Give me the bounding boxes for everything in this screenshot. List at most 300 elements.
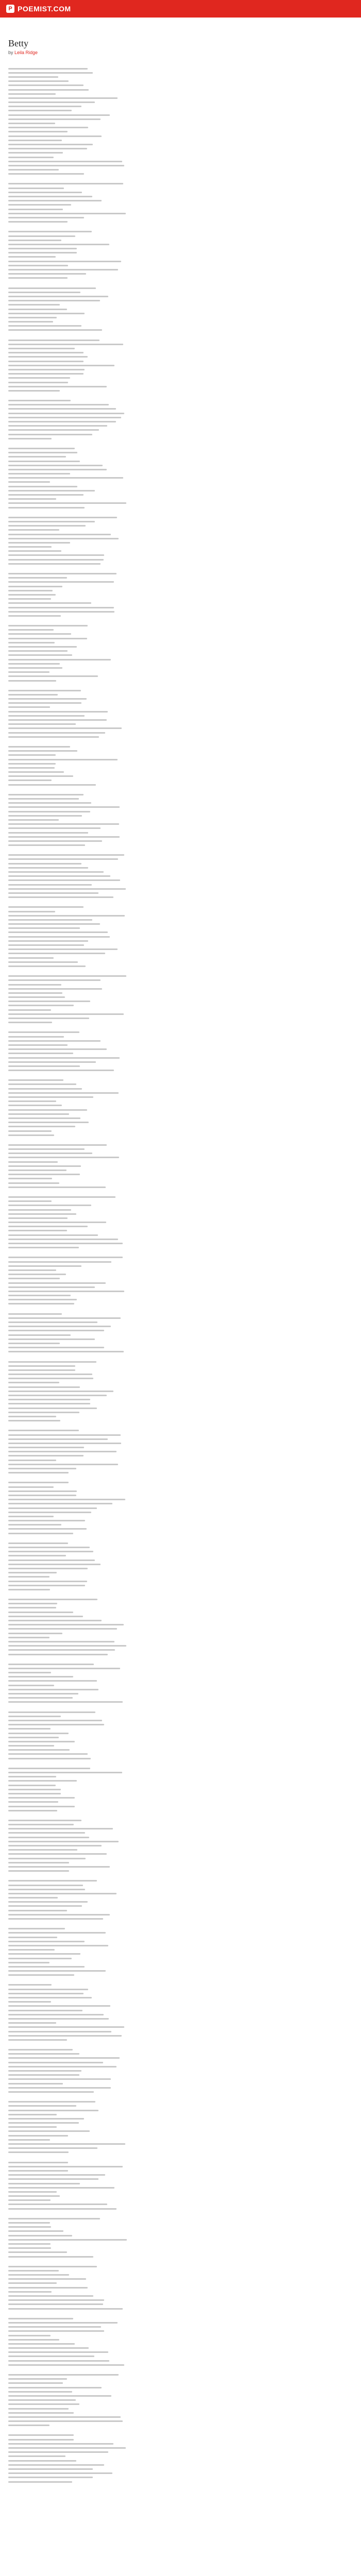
poem-line-placeholder xyxy=(8,2406,208,2411)
poem-line-placeholder xyxy=(8,1264,208,1268)
poem-line-placeholder xyxy=(8,2242,208,2246)
poem-line-placeholder xyxy=(8,1393,208,1397)
poem-line-placeholder xyxy=(8,2225,208,2229)
poem-line-placeholder xyxy=(8,1860,208,1865)
poem-line-placeholder xyxy=(8,363,208,367)
poem-stanza xyxy=(8,286,208,332)
poem-line-placeholder xyxy=(8,1631,208,1635)
poem-line-placeholder xyxy=(8,1164,208,1168)
poem-line-placeholder xyxy=(8,905,208,909)
poem-line-placeholder xyxy=(8,259,208,263)
poem-line-placeholder xyxy=(8,636,208,640)
poem-line-placeholder xyxy=(8,1900,208,1904)
poem-line-placeholder xyxy=(8,1216,208,1220)
poem-line-placeholder xyxy=(8,835,208,839)
poem-line-placeholder xyxy=(8,1831,208,1835)
poem-stanza xyxy=(8,1818,208,1873)
poem-line-placeholder xyxy=(8,2281,208,2285)
poem-line-placeholder xyxy=(8,1558,208,1562)
poem-line-placeholder xyxy=(8,783,208,787)
poem-line-placeholder xyxy=(8,2069,208,2073)
poem-line-placeholder xyxy=(8,822,208,826)
poem-line-placeholder xyxy=(8,731,208,735)
poem-line-placeholder xyxy=(8,2372,208,2377)
poem-line-placeholder xyxy=(8,887,208,891)
poem-line-placeholder xyxy=(8,1060,208,1064)
poem-line-placeholder xyxy=(8,1748,208,1752)
poem-line-placeholder xyxy=(8,320,208,324)
poem-line-placeholder xyxy=(8,1087,208,1091)
poem-line-placeholder xyxy=(8,2381,208,2385)
poem-line-placeholder xyxy=(8,1256,208,1260)
poem-line-placeholder xyxy=(8,831,208,835)
poem-line-placeholder xyxy=(8,2048,208,2052)
poem-line-placeholder xyxy=(8,1112,208,1116)
poem-line-placeholder xyxy=(8,1696,208,1700)
poem-line-placeholder xyxy=(8,2415,208,2419)
poem-line-placeholder xyxy=(8,2207,208,2211)
poem-line-placeholder xyxy=(8,1527,208,1531)
poem-line-placeholder xyxy=(8,761,208,766)
poem-line-placeholder xyxy=(8,493,208,497)
poem-line-placeholder xyxy=(8,1679,208,1683)
poem-line-placeholder xyxy=(8,2246,208,2250)
poem-line-placeholder xyxy=(8,182,208,186)
author-link[interactable]: Leila Ridge xyxy=(14,50,38,55)
poem-line-placeholder xyxy=(8,1030,208,1035)
poem-line-placeholder xyxy=(8,2008,208,2012)
poem-line-placeholder xyxy=(8,1450,208,1454)
poem-line-placeholder xyxy=(8,1021,208,1025)
poem-line-placeholder xyxy=(8,939,208,943)
poem-line-placeholder xyxy=(8,584,208,588)
poem-line-placeholder xyxy=(8,744,208,749)
poem-line-placeholder xyxy=(8,1808,208,1812)
poem-line-placeholder xyxy=(8,2350,208,2354)
poem-line-placeholder xyxy=(8,79,208,83)
poem-line-placeholder xyxy=(8,1602,208,1606)
poem-stanza xyxy=(8,1195,208,1249)
poem-line-placeholder xyxy=(8,1683,208,1687)
poem-line-placeholder xyxy=(8,597,208,601)
poem-stanza xyxy=(8,2372,208,2427)
poem-stanza xyxy=(8,1030,208,1073)
poem-line-placeholder xyxy=(8,2056,208,2060)
poem-line-placeholder xyxy=(8,399,208,403)
poem-line-placeholder xyxy=(8,1052,208,1056)
poem-line-placeholder xyxy=(8,315,208,319)
poem-line-placeholder xyxy=(8,2081,208,2086)
poem-line-placeholder xyxy=(8,2307,208,2311)
poem-line-placeholder xyxy=(8,1687,208,1691)
poem-line-placeholder xyxy=(8,2467,208,2471)
poem-line-placeholder xyxy=(8,1843,208,1848)
poem-line-placeholder xyxy=(8,480,208,484)
poem-line-placeholder xyxy=(8,679,208,683)
poem-line-placeholder xyxy=(8,2264,208,2268)
poem-line-placeholder xyxy=(8,455,208,459)
poem-line-placeholder xyxy=(8,952,208,956)
poem-line-placeholder xyxy=(8,1987,208,1991)
poem-stanza xyxy=(8,182,208,224)
poem-line-placeholder xyxy=(8,1835,208,1839)
poem-line-placeholder xyxy=(8,1185,208,1189)
poem-line-placeholder xyxy=(8,1931,208,1935)
poem-line-placeholder xyxy=(8,909,208,913)
poem-line-placeholder xyxy=(8,203,208,207)
poem-line-placeholder xyxy=(8,1147,208,1151)
poem-line-placeholder xyxy=(8,2480,208,2484)
poem-line-placeholder xyxy=(8,524,208,528)
poem-line-placeholder xyxy=(8,1991,208,1995)
poem-line-placeholder xyxy=(8,1960,208,1964)
poem-line-placeholder xyxy=(8,1143,208,1147)
poem-line-placeholder xyxy=(8,801,208,805)
poem-line-placeholder xyxy=(8,818,208,822)
poem-line-placeholder xyxy=(8,1523,208,1527)
poem-line-placeholder xyxy=(8,1372,208,1377)
poem-line-placeholder xyxy=(8,1571,208,1575)
poem-line-placeholder xyxy=(8,913,208,918)
poem-line-placeholder xyxy=(8,2450,208,2454)
poem-line-placeholder xyxy=(8,242,208,246)
poem-line-placeholder xyxy=(8,1173,208,1177)
poem-line-placeholder xyxy=(8,592,208,597)
poem-line-placeholder xyxy=(8,718,208,722)
poem-line-placeholder xyxy=(8,403,208,407)
poem-line-placeholder xyxy=(8,576,208,580)
poem-line-placeholder xyxy=(8,380,208,384)
poem-line-placeholder xyxy=(8,922,208,926)
poem-line-placeholder xyxy=(8,1827,208,1831)
poem-line-placeholder xyxy=(8,1121,208,1125)
poem-line-placeholder xyxy=(8,1865,208,1869)
poem-line-placeholder xyxy=(8,1618,208,1622)
poem-line-placeholder xyxy=(8,2437,208,2442)
poem-line-placeholder xyxy=(8,1818,208,1822)
poem-line-placeholder xyxy=(8,726,208,731)
poem-line-placeholder xyxy=(8,2377,208,2381)
poem-line-placeholder xyxy=(8,1043,208,1047)
poem-line-placeholder xyxy=(8,2277,208,2281)
poem-line-placeholder xyxy=(8,978,208,982)
poem-line-placeholder xyxy=(8,866,208,870)
poem-line-placeholder xyxy=(8,1360,208,1364)
poem-line-placeholder xyxy=(8,861,208,866)
poem-line-placeholder xyxy=(8,1410,208,1414)
poem-line-placeholder xyxy=(8,324,208,328)
poem-line-placeholder xyxy=(8,1151,208,1156)
poem-line-placeholder xyxy=(8,1004,208,1008)
poem-line-placeholder xyxy=(8,1212,208,1216)
poem-line-placeholder xyxy=(8,207,208,211)
poem-line-placeholder xyxy=(8,1402,208,1406)
poem-line-placeholder xyxy=(8,1199,208,1204)
poem-line-placeholder xyxy=(8,1221,208,1225)
poem-line-placeholder xyxy=(8,255,208,259)
poem-line-placeholder xyxy=(8,1541,208,1545)
poem-line-placeholder xyxy=(8,411,208,415)
poem-line-placeholder xyxy=(8,1519,208,1523)
poem-line-placeholder xyxy=(8,159,208,163)
poem-line-placeholder xyxy=(8,1364,208,1368)
poem-line-placeholder xyxy=(8,2354,208,2359)
poem-line-placeholder xyxy=(8,1823,208,1827)
poem-line-placeholder xyxy=(8,1485,208,1489)
poem-line-placeholder xyxy=(8,121,208,125)
poem-line-placeholder xyxy=(8,1575,208,1579)
poem-line-placeholder xyxy=(8,670,208,674)
poem-line-placeholder xyxy=(8,2268,208,2273)
poem-line-placeholder xyxy=(8,1039,208,1043)
poem-stanza xyxy=(8,230,208,280)
poem-line-placeholder xyxy=(8,956,208,960)
poem-line-placeholder xyxy=(8,2298,208,2302)
poem-line-placeholder xyxy=(8,1429,208,1433)
poem-stanza xyxy=(8,974,208,1025)
poem-line-placeholder xyxy=(8,263,208,267)
poem-line-placeholder xyxy=(8,2060,208,2064)
poem-line-placeholder xyxy=(8,2316,208,2320)
poem-line-placeholder xyxy=(8,857,208,861)
poem-line-placeholder xyxy=(8,1514,208,1518)
poem-line-placeholder xyxy=(8,1883,208,1887)
poem-line-placeholder xyxy=(8,346,208,350)
poem-line-placeholder xyxy=(8,238,208,242)
poem-line-placeholder xyxy=(8,964,208,968)
poem-line-placeholder xyxy=(8,1787,208,1791)
poem-line-placeholder xyxy=(8,488,208,493)
poem-line-placeholder xyxy=(8,1839,208,1843)
poem-line-placeholder xyxy=(8,792,208,796)
poem-line-placeholder xyxy=(8,1635,208,1639)
poem-line-placeholder xyxy=(8,1731,208,1735)
poem-line-placeholder xyxy=(8,753,208,757)
poem-line-placeholder xyxy=(8,1481,208,1485)
poem-stanza xyxy=(8,1256,208,1306)
poem-line-placeholder xyxy=(8,2273,208,2277)
poem-line-placeholder xyxy=(8,1614,208,1618)
poem-stanza xyxy=(8,1710,208,1760)
poem-line-placeholder xyxy=(8,947,208,952)
poem-line-placeholder xyxy=(8,1091,208,1095)
poem-line-placeholder xyxy=(8,1441,208,1445)
poem-line-placeholder xyxy=(8,1587,208,1591)
poem-line-placeholder xyxy=(8,2342,208,2346)
poem-stanza xyxy=(8,624,208,683)
poem-line-placeholder xyxy=(8,628,208,632)
poem-line-placeholder xyxy=(8,1414,208,1418)
poem-line-placeholder xyxy=(8,376,208,380)
poem-line-placeholder xyxy=(8,1662,208,1666)
poem-line-placeholder xyxy=(8,2202,208,2207)
poem-line-placeholder xyxy=(8,2424,208,2428)
poem-line-placeholder xyxy=(8,100,208,105)
poem-line-placeholder xyxy=(8,1848,208,1852)
poem-line-placeholder xyxy=(8,415,208,419)
poem-line-placeholder xyxy=(8,1493,208,1497)
poem-line-placeholder xyxy=(8,1714,208,1718)
poem-line-placeholder xyxy=(8,96,208,100)
poem-line-placeholder xyxy=(8,338,208,342)
poem-line-placeholder xyxy=(8,2325,208,2329)
poem-line-placeholder xyxy=(8,1935,208,1939)
poem-line-placeholder xyxy=(8,1008,208,1012)
poem-line-placeholder xyxy=(8,1779,208,1783)
poem-line-placeholder xyxy=(8,2221,208,2225)
poem-line-placeholder xyxy=(8,2064,208,2069)
poem-line-placeholder xyxy=(8,766,208,770)
poem-line-placeholder xyxy=(8,109,208,113)
poem-line-placeholder xyxy=(8,2112,208,2116)
poem-stanza xyxy=(8,2160,208,2211)
poem-stanza xyxy=(8,1766,208,1812)
poem-line-placeholder xyxy=(8,2185,208,2190)
poem-line-placeholder xyxy=(8,878,208,883)
poem-line-placeholder xyxy=(8,1125,208,1129)
poem-line-placeholder xyxy=(8,267,208,272)
poem-line-placeholder xyxy=(8,2125,208,2129)
poem-line-placeholder xyxy=(8,2198,208,2202)
poem-line-placeholder xyxy=(8,1735,208,1739)
poem-line-placeholder xyxy=(8,1108,208,1112)
poem-line-placeholder xyxy=(8,2333,208,2337)
poem-stanza xyxy=(8,1312,208,1354)
byline-prefix: by xyxy=(8,50,13,55)
poem-line-placeholder xyxy=(8,1606,208,1610)
poem-line-placeholder xyxy=(8,1337,208,1341)
poem-line-placeholder xyxy=(8,247,208,251)
poem-line-placeholder xyxy=(8,307,208,311)
poem-line-placeholder xyxy=(8,1462,208,1466)
poem-line-placeholder xyxy=(8,2033,208,2038)
poem-line-placeholder xyxy=(8,1268,208,1272)
poem-line-placeholder xyxy=(8,1869,208,1873)
poem-line-placeholder xyxy=(8,1446,208,1450)
poem-line-placeholder xyxy=(8,1489,208,1493)
poem-stanza xyxy=(8,792,208,847)
poem-line-placeholder xyxy=(8,1294,208,1298)
poem-line-placeholder xyxy=(8,2302,208,2307)
poem-line-placeholder xyxy=(8,632,208,636)
site-name[interactable]: POEMIST.COM xyxy=(18,5,71,13)
poem-line-placeholder xyxy=(8,1644,208,1648)
poem-stanza xyxy=(8,1429,208,1475)
poem-line-placeholder xyxy=(8,2290,208,2294)
poem-stanza xyxy=(8,1078,208,1138)
poem-line-placeholder xyxy=(8,194,208,198)
poem-line-placeholder xyxy=(8,1047,208,1052)
poem-line-placeholder xyxy=(8,372,208,376)
poem-line-placeholder xyxy=(8,117,208,121)
poem-line-placeholder xyxy=(8,2285,208,2290)
poem-line-placeholder xyxy=(8,2255,208,2259)
poem-line-placeholder xyxy=(8,999,208,1004)
poem-line-placeholder xyxy=(8,1964,208,1969)
poem-line-placeholder xyxy=(8,2150,208,2155)
poem-line-placeholder xyxy=(8,199,208,203)
poem-line-placeholder xyxy=(8,536,208,540)
poem-line-placeholder xyxy=(8,2471,208,2476)
poem-stanza xyxy=(8,1598,208,1657)
poem-line-placeholder xyxy=(8,1225,208,1229)
poem-line-placeholder xyxy=(8,1133,208,1137)
poem-line-placeholder xyxy=(8,138,208,142)
poem-stanza xyxy=(8,1143,208,1189)
poem-line-placeholder xyxy=(8,843,208,848)
poem-line-placeholder xyxy=(8,2250,208,2255)
poem-line-placeholder xyxy=(8,1298,208,1302)
poem-line-placeholder xyxy=(8,2173,208,2177)
poem-line-placeholder xyxy=(8,1554,208,1558)
poem-line-placeholder xyxy=(8,2016,208,2021)
poem-line-placeholder xyxy=(8,778,208,783)
poem-line-placeholder xyxy=(8,1229,208,1233)
poem-line-placeholder xyxy=(8,553,208,557)
poem-line-placeholder xyxy=(8,1550,208,1554)
poem-stanza xyxy=(8,1879,208,1921)
poem-line-placeholder xyxy=(8,528,208,532)
poem-line-placeholder xyxy=(8,2216,208,2221)
poem-stanza xyxy=(8,853,208,900)
poem-line-placeholder xyxy=(8,2419,208,2424)
site-header xyxy=(0,0,361,18)
poem-line-placeholder xyxy=(8,75,208,79)
poem-line-placeholder xyxy=(8,1969,208,1973)
poem-line-placeholder xyxy=(8,130,208,134)
poem-line-placeholder xyxy=(8,451,208,455)
poem-line-placeholder xyxy=(8,1437,208,1441)
site-logo-icon[interactable]: P xyxy=(6,5,14,13)
poem-line-placeholder xyxy=(8,1912,208,1917)
poem-line-placeholder xyxy=(8,2320,208,2325)
poem-line-placeholder xyxy=(8,645,208,649)
poem-line-placeholder xyxy=(8,853,208,857)
poem-line-placeholder xyxy=(8,883,208,887)
poem-line-placeholder xyxy=(8,1281,208,1285)
poem-line-placeholder xyxy=(8,2229,208,2233)
poem-title: Betty xyxy=(8,38,28,48)
poem-line-placeholder xyxy=(8,1891,208,1895)
poem-line-placeholder xyxy=(8,407,208,411)
poem-line-placeholder xyxy=(8,891,208,895)
poem-stanza xyxy=(8,1481,208,1535)
poem-stanza xyxy=(8,1541,208,1591)
poem-line-placeholder xyxy=(8,1116,208,1120)
poem-stanza xyxy=(8,2048,208,2094)
poem-line-placeholder xyxy=(8,505,208,510)
poem-stanza xyxy=(8,338,208,393)
poem-line-placeholder xyxy=(8,497,208,501)
poem-line-placeholder xyxy=(8,1398,208,1402)
poem-line-placeholder xyxy=(8,1069,208,1073)
poem-line-placeholder xyxy=(8,384,208,388)
poem-line-placeholder xyxy=(8,2052,208,2056)
poem-line-placeholder xyxy=(8,1237,208,1241)
poem-line-placeholder xyxy=(8,147,208,151)
poem-line-placeholder xyxy=(8,2454,208,2459)
poem-line-placeholder xyxy=(8,757,208,761)
poem-line-placeholder xyxy=(8,2168,208,2173)
poem-line-placeholder xyxy=(8,1648,208,1652)
poem-line-placeholder xyxy=(8,1156,208,1160)
poem-line-placeholder xyxy=(8,388,208,393)
poem-line-placeholder xyxy=(8,294,208,298)
poem-stanza xyxy=(8,905,208,969)
poem-line-placeholder xyxy=(8,1671,208,1675)
poem-stanza xyxy=(8,744,208,787)
poem-line-placeholder xyxy=(8,1852,208,1856)
